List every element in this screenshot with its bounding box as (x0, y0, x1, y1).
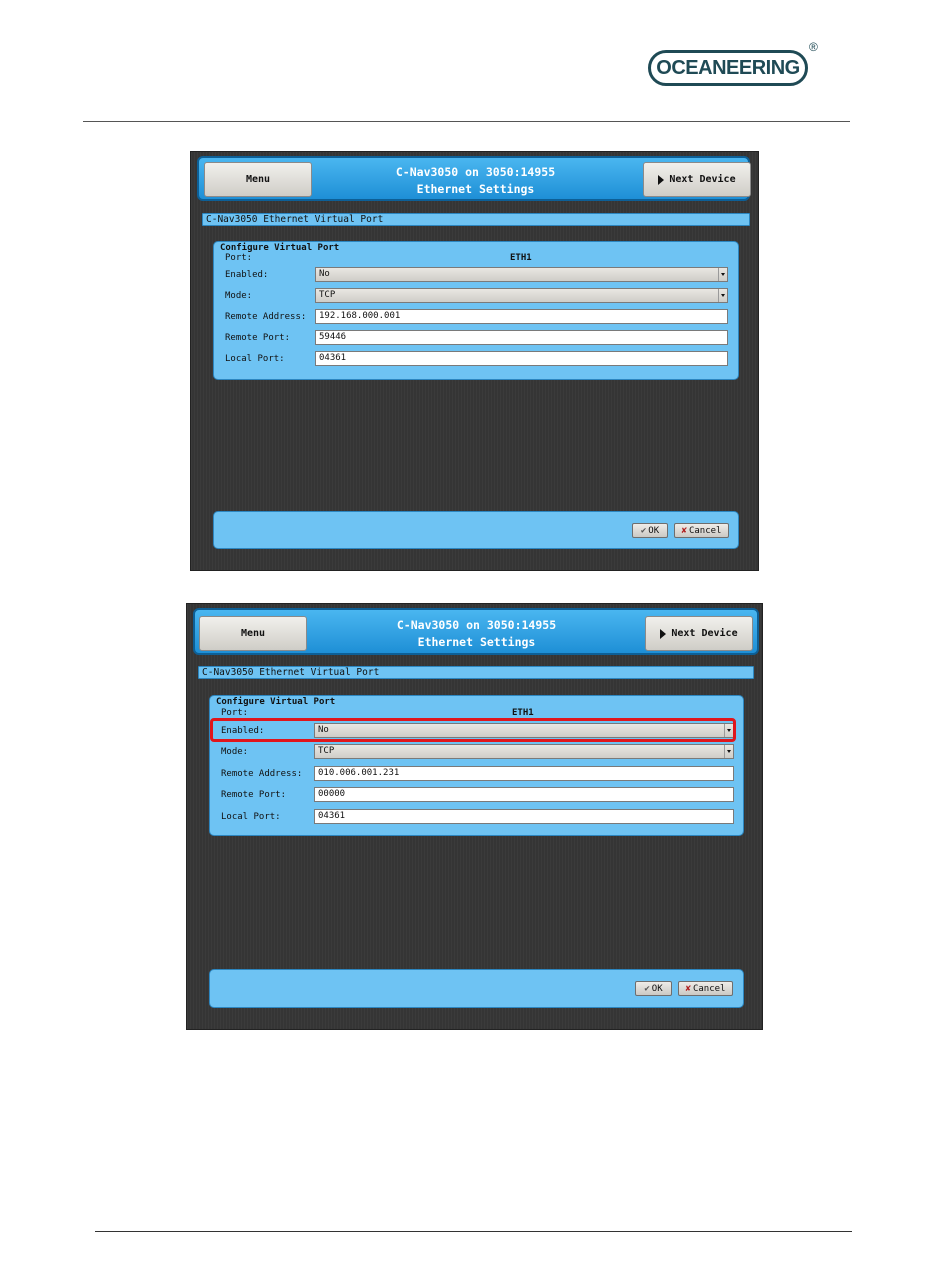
remote-port-input[interactable]: 59446 (315, 330, 728, 345)
local-port-input[interactable]: 04361 (315, 351, 728, 366)
cancel-button[interactable] (678, 981, 733, 996)
local-port-label: Local Port: (225, 354, 285, 364)
enabled-value: No (318, 725, 329, 735)
next-device-label: Next Device (671, 628, 738, 639)
enabled-label: Enabled: (221, 726, 265, 736)
port-label: Port: (225, 253, 253, 263)
play-icon (660, 629, 666, 639)
dropdown-caret-icon (718, 289, 727, 302)
mode-select[interactable] (315, 288, 728, 303)
oceaneering-logo (648, 40, 818, 92)
menu-button[interactable]: Menu (204, 162, 312, 197)
remote-port-input[interactable]: 00000 (314, 787, 734, 802)
remote-port-label: Remote Port: (225, 333, 291, 343)
configure-panel (213, 241, 739, 380)
title-bar (193, 608, 759, 655)
next-device-button[interactable] (643, 162, 751, 197)
local-port-label: Local Port: (221, 812, 281, 822)
remote-address-input[interactable]: 192.168.000.001 (315, 309, 728, 324)
section-title: C-Nav3050 Ethernet Virtual Port (202, 213, 750, 226)
remote-address-label: Remote Address: (221, 769, 303, 779)
cancel-x-icon: ✘ (685, 983, 691, 994)
enabled-value: No (319, 269, 330, 279)
remote-address-input[interactable]: 010.006.001.231 (314, 766, 734, 781)
enabled-label: Enabled: (225, 270, 269, 280)
checkmark-icon: ✔ (644, 983, 650, 994)
cancel-label: Cancel (692, 983, 726, 994)
enabled-select[interactable] (315, 267, 728, 282)
next-device-button[interactable] (645, 616, 753, 651)
ok-label: OK (651, 983, 663, 994)
mode-value: TCP (318, 746, 335, 756)
cancel-label: Cancel (688, 525, 722, 536)
remote-address-label: Remote Address: (225, 312, 307, 322)
device-title: C-Nav3050 on 3050:14955 (396, 618, 557, 632)
mode-label: Mode: (225, 291, 253, 301)
menu-button[interactable]: Menu (199, 616, 307, 651)
dropdown-caret-icon (724, 745, 733, 758)
ok-label: OK (648, 525, 660, 536)
panel-title: Configure Virtual Port (216, 697, 336, 707)
page-title: Ethernet Settings (417, 635, 536, 649)
remote-port-label: Remote Port: (221, 790, 287, 800)
local-port-input[interactable]: 04361 (314, 809, 734, 824)
footer-rule (95, 1231, 852, 1232)
section-title: C-Nav3050 Ethernet Virtual Port (198, 666, 754, 679)
panel-title: Configure Virtual Port (220, 243, 340, 253)
device-title: C-Nav3050 on 3050:14955 (395, 165, 556, 179)
port-value: ETH1 (512, 708, 534, 718)
dropdown-caret-icon (724, 724, 733, 737)
page-title: Ethernet Settings (416, 182, 535, 196)
configure-panel (209, 695, 744, 836)
mode-label: Mode: (221, 747, 249, 757)
footer-bar (213, 511, 739, 549)
logo-text: OCEANEERING (648, 50, 808, 86)
footer-bar (209, 969, 744, 1008)
enabled-select[interactable] (314, 723, 734, 738)
screen-title (319, 164, 632, 198)
mode-select[interactable] (314, 744, 734, 759)
header-rule (83, 121, 850, 122)
screenshot-2 (186, 603, 763, 1030)
checkmark-icon: ✔ (640, 525, 647, 536)
port-label: Port: (221, 708, 249, 718)
registered-mark: ® (809, 40, 818, 54)
dropdown-caret-icon (718, 268, 727, 281)
play-icon (658, 175, 664, 185)
mode-value: TCP (319, 290, 336, 300)
cancel-x-icon: ✘ (681, 525, 687, 536)
screenshot-1 (190, 151, 759, 571)
screen-title (315, 617, 638, 651)
port-value: ETH1 (510, 253, 532, 263)
cancel-button[interactable] (674, 523, 729, 538)
next-device-label: Next Device (669, 174, 736, 185)
title-bar (197, 156, 750, 201)
ok-button[interactable] (632, 523, 668, 538)
ok-button[interactable] (635, 981, 672, 996)
